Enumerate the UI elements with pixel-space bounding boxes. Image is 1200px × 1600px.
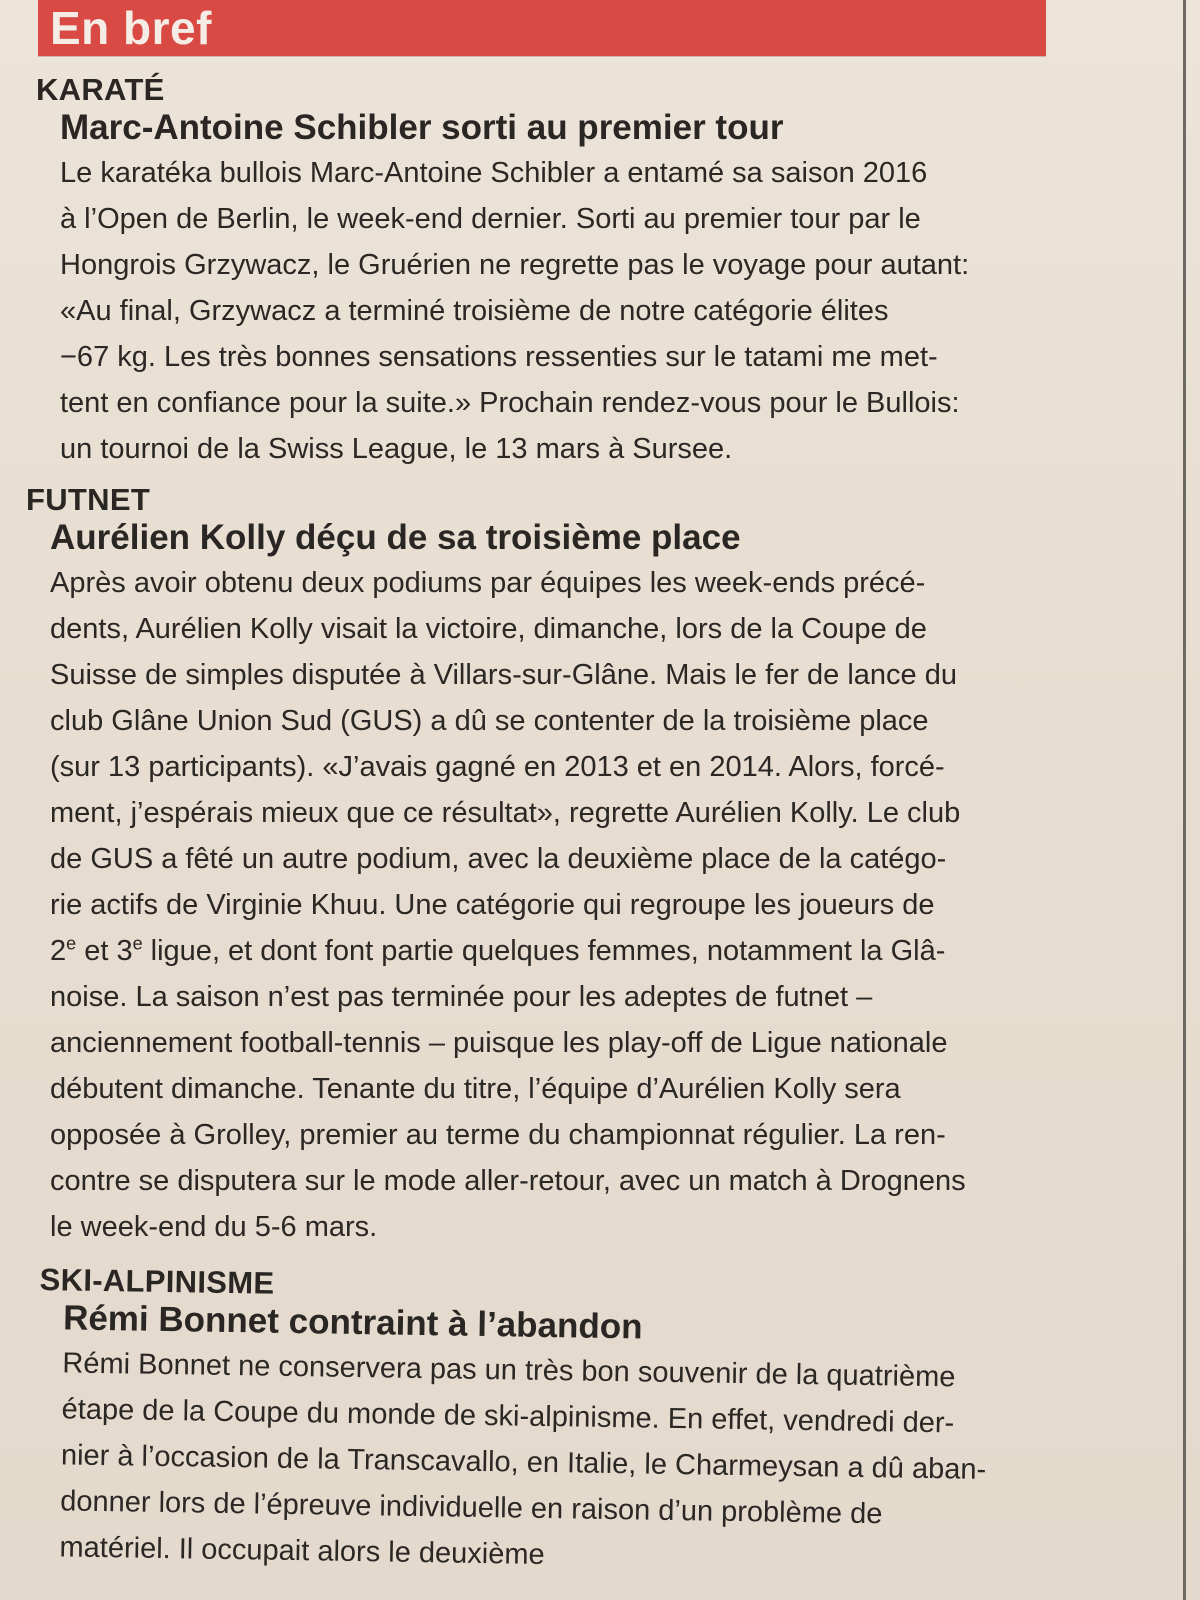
body-line: nier à l’occasion de la Transcavallo, en Italie, le Charmeysan a dû aban- xyxy=(60,1439,987,1486)
brief-headline: Marc-Antoine Schibler sorti au premier tour xyxy=(60,108,784,147)
body-line: Hongrois Grzywacz, le Gruérien ne regrette pas le voyage pour autant: xyxy=(60,249,970,281)
body-line: donner lors de l’épreuve individuelle en raison d’un problème de xyxy=(59,1485,883,1531)
body-line: noise. La saison n’est pas terminée pour les adeptes de futnet – xyxy=(50,981,873,1013)
brief-ski-alpinisme xyxy=(35,1262,1080,1586)
league-number: 2 xyxy=(50,935,67,967)
brief-body xyxy=(36,150,1076,472)
league-text: ligue, et dont font partie quelques femmes, notamment la Glâ- xyxy=(142,935,946,967)
column-rule xyxy=(1183,0,1186,1600)
section-title: En bref xyxy=(50,2,212,54)
brief-headline: Rémi Bonnet contraint à l’abandon xyxy=(62,1298,643,1347)
section-banner xyxy=(38,0,1046,56)
brief-headline: Aurélien Kolly déçu de sa troisième place xyxy=(50,518,741,557)
brief-rubric: SKI-ALPINISME xyxy=(39,1262,275,1301)
body-line: ment, j’espérais mieux que ce résultat», regrette Aurélien Kolly. Le club xyxy=(50,797,961,829)
body-line: rie actifs de Virginie Khuu. Une catégorie qui regroupe les joueurs de xyxy=(50,889,935,921)
body-line: (sur 13 participants). «J’avais gagné en 2013 et en 2014. Alors, forcé- xyxy=(50,751,945,783)
body-line-league xyxy=(50,928,1066,974)
ordinal-suffix: e xyxy=(66,933,77,954)
body-line: un tournoi de la Swiss League, le 13 mars à Sursee. xyxy=(60,433,733,465)
body-line: «Au final, Grzywacz a terminé troisième de notre catégorie élites xyxy=(60,295,889,327)
league-text: et 3 xyxy=(76,935,133,967)
brief-rubric: KARATÉ xyxy=(36,72,165,107)
brief-body xyxy=(35,1340,1078,1586)
body-line: anciennement football-tennis – puisque les play-off de Ligue nationale xyxy=(50,1027,948,1059)
body-line: le week-end du 5-6 mars. xyxy=(50,1211,378,1243)
brief-futnet xyxy=(26,482,1066,1250)
brief-karate xyxy=(36,72,1076,472)
body-line: −67 kg. Les très bonnes sensations ressenties sur le tatami me met- xyxy=(60,341,938,373)
body-line: contre se disputera sur le mode aller-retour, avec un match à Drognens xyxy=(50,1165,966,1197)
body-line: débutent dimanche. Tenante du titre, l’équipe d’Aurélien Kolly sera xyxy=(50,1073,901,1105)
body-line: opposée à Grolley, premier au terme du championnat régulier. La ren- xyxy=(50,1119,946,1151)
body-line: tent en confiance pour la suite.» Prochain rendez-vous pour le Bullois: xyxy=(60,387,960,419)
body-line: club Glâne Union Sud (GUS) a dû se contenter de la troisième place xyxy=(50,705,929,737)
body-line: Après avoir obtenu deux podiums par équipes les week-ends précé- xyxy=(50,567,926,599)
body-line: à l’Open de Berlin, le week-end dernier. Sorti au premier tour par le xyxy=(60,203,921,235)
body-line: dents, Aurélien Kolly visait la victoire, dimanche, lors de la Coupe de xyxy=(50,613,927,645)
body-line: matériel. Il occupait alors le deuxième xyxy=(59,1531,545,1571)
body-line: Le karatéka bullois Marc-Antoine Schibler a entamé sa saison 2016 xyxy=(60,157,928,189)
body-line: de GUS a fêté un autre podium, avec la deuxième place de la catégo- xyxy=(50,843,947,875)
brief-rubric: FUTNET xyxy=(26,482,151,517)
brief-body xyxy=(26,560,1066,1250)
ordinal-suffix: e xyxy=(132,933,143,954)
body-line: étape de la Coupe du monde de ski-alpinisme. En effet, vendredi der- xyxy=(61,1393,955,1440)
body-line: Suisse de simples disputée à Villars-sur-Glâne. Mais le fer de lance du xyxy=(50,659,957,691)
body-line: Rémi Bonnet ne conservera pas un très bon souvenir de la quatrième xyxy=(62,1347,956,1394)
